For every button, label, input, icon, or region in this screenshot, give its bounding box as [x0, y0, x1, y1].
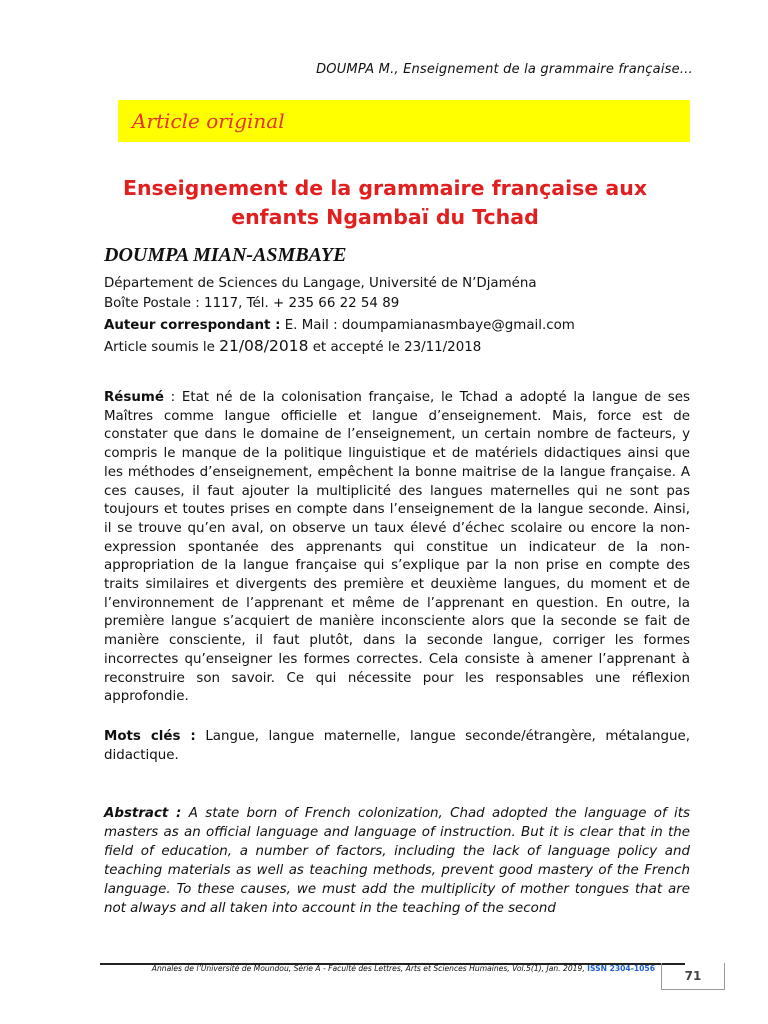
corresponding-author-label: Auteur correspondant :: [104, 318, 281, 333]
corresponding-author-email: E. Mail : doumpamianasmbaye@gmail.com: [280, 318, 575, 333]
resume-label: Résumé: [104, 390, 164, 405]
abstract-label: Abstract :: [104, 806, 182, 821]
keywords-paragraph: [104, 728, 690, 765]
footer-issn: ISSN 2304-1056: [587, 964, 655, 973]
abstract-text: A state born of French colonization, Chad adopted the language of its masters as an official language and language of instruction. But it is clear that in the field of education, a number of factors, including the lack of language policy and teaching materials as well as teaching methods, prevent good mastery of the French language. To these causes, we must add the multiplicity of mother tongues that are not always and all taken into account in the teaching of the second: [104, 806, 690, 916]
author-name: DOUMPA MIAN-ASMBAYE: [104, 244, 347, 266]
article-title-line-1: Enseignement de la grammaire française aux: [122, 176, 648, 200]
page-number-value: 71: [684, 969, 702, 983]
running-header: DOUMPA M., Enseignement de la grammaire française…: [316, 62, 693, 77]
affiliation-postal: Boîte Postale : 1117, Tél. + 235 66 22 54 89: [104, 296, 400, 311]
corresponding-author: [104, 318, 575, 333]
article-type-label: Article original: [132, 109, 285, 133]
footer-journal: Annales de l’Université de Moundou, Série A - Faculté des Lettres, Arts et Sciences Humaines, Vol.5(1), Jan. 2019,: [151, 964, 588, 973]
resume-paragraph: [104, 389, 690, 707]
keywords-text: Langue, langue maternelle, langue seconde/étrangère, métalangue, didactique.: [104, 729, 691, 763]
article-title-line-2: enfants Ngambaï du Tchad: [231, 205, 539, 229]
accepted-date: et accepté le 23/11/2018: [308, 340, 482, 355]
submitted-prefix: Article soumis le: [104, 340, 220, 355]
keywords-label: Mots clés :: [104, 729, 196, 744]
article-title: [80, 174, 690, 232]
resume-text: : Etat né de la colonisation française, le Tchad a adopté la langue de ses Maîtres comme langue officielle et langue d’enseignement. Mais, force est de constater que dans le domaine de l’enseignement, un certain nombre de facteurs, y compris le manque de la politique linguistique et de matériels didactiques ainsi que les méthodes d’enseignement, empêchent la bonne maitrise de la langue française. A ces causes, il faut ajouter la multiplicité des langues maternelles qui ne sont pas toujours et toutes prises en compte dans l’enseignement de la langue seconde. Ainsi, il se trouve qu’en aval, on observe un taux élevé d’échec scolaire ou encore la non-expression spontanée des apprenants qui constitue un indicateur de la non-appropriation de la langue française qui s’explique par la non prise en compte des traits similaires et divergents des première et deuxième langues, du moment et de l’environnement de l’apprenant et même de l’apprenant en question. En outre, la première langue s’acquiert de manière inconsciente alors que la seconde se fait de manière consciente, il faut plutôt, dans la seconde langue, corriger les formes incorrectes qu’enseigner les formes correctes. Cela consiste à amener l’apprenant à reconstruire son savoir. Ce qui nécessite pour les responsables une réflexion approfondie.: [104, 390, 690, 705]
affiliation-department: Département de Sciences du Langage, Université de N’Djaména: [104, 276, 537, 291]
page-number: [661, 963, 725, 990]
submission-dates: [104, 337, 481, 355]
article-type-badge: [118, 100, 690, 142]
footer-citation: [100, 964, 655, 973]
submitted-date: 21/08/2018: [219, 337, 309, 355]
abstract-paragraph: [104, 804, 690, 918]
